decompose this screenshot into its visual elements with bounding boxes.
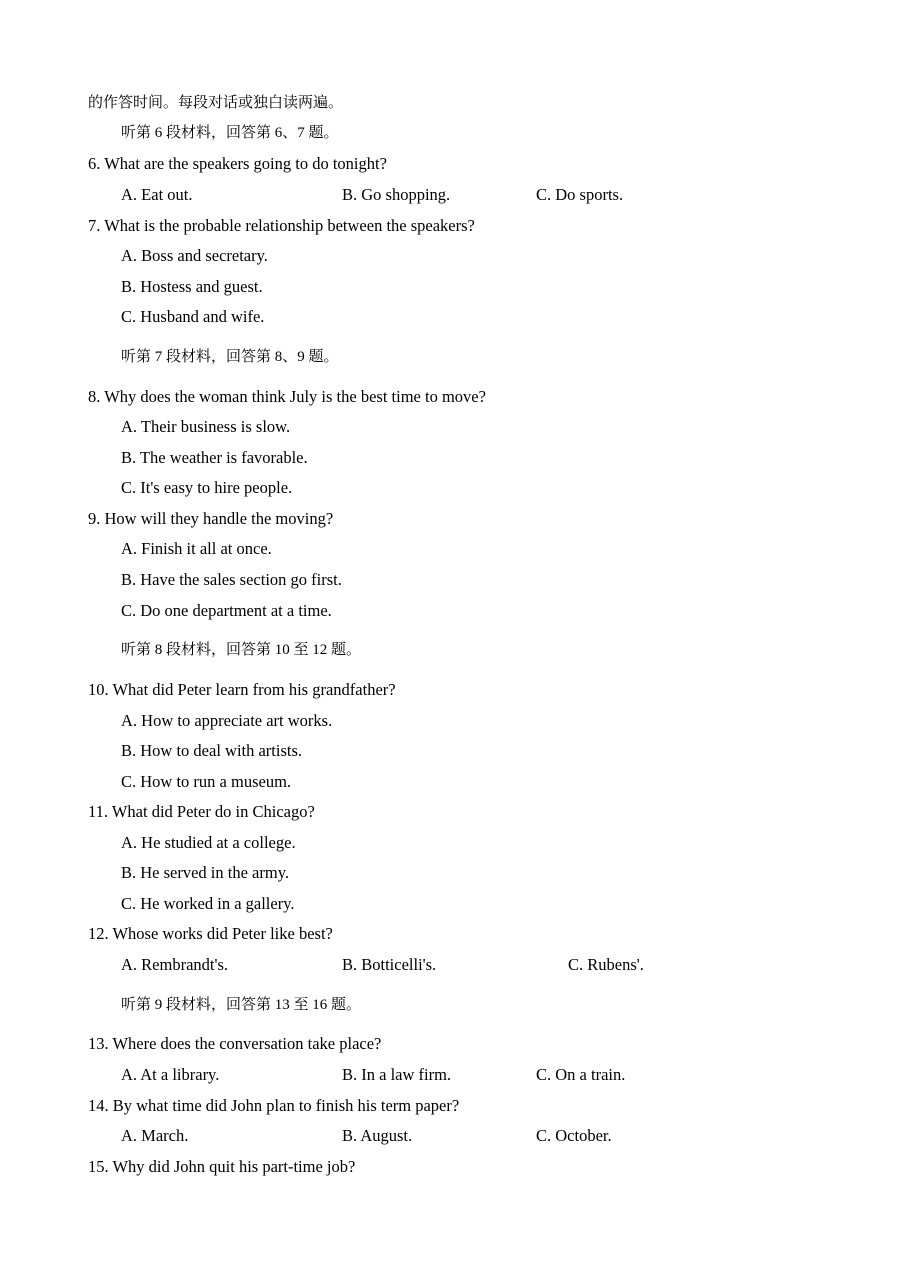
question-13-option-c: C. On a train. (536, 1065, 626, 1084)
section-header-6: 听第 6 段材料，回答第 6、7 题。 (121, 125, 339, 141)
question-6-option-b: B. Go shopping. (342, 185, 451, 204)
question-15-stem: 15. Why did John quit his part-time job? (88, 1157, 356, 1176)
section-header-9: 听第 9 段材料，回答第 13 至 16 题。 (121, 997, 362, 1013)
question-7-option-c: C. Husband and wife. (121, 307, 265, 326)
question-8-option-c: C. It's easy to hire people. (121, 478, 293, 497)
question-14-option-c: C. October. (536, 1126, 612, 1145)
question-10-option-c: C. How to run a museum. (121, 772, 292, 791)
instruction-tail: 的作答时间。每段对话或独白读两遍。 (88, 95, 344, 111)
question-9-option-b: B. Have the sales section go first. (121, 570, 342, 589)
question-9-stem: 9. How will they handle the moving? (88, 509, 334, 528)
question-13-option-b: B. In a law firm. (342, 1065, 452, 1084)
question-10-option-a: A. How to appreciate art works. (121, 711, 333, 730)
question-7-option-b: B. Hostess and guest. (121, 277, 263, 296)
question-7-option-a: A. Boss and secretary. (121, 246, 268, 265)
question-11-stem: 11. What did Peter do in Chicago? (88, 802, 315, 821)
question-13-stem: 13. Where does the conversation take place? (88, 1034, 382, 1053)
question-12-option-b: B. Botticelli's. (342, 955, 437, 974)
question-12-stem: 12. Whose works did Peter like best? (88, 924, 333, 943)
question-8-option-a: A. Their business is slow. (121, 417, 291, 436)
question-11-option-b: B. He served in the army. (121, 863, 290, 882)
question-8-option-b: B. The weather is favorable. (121, 448, 308, 467)
section-header-7: 听第 7 段材料，回答第 8、9 题。 (121, 349, 339, 365)
question-13-option-a: A. At a library. (121, 1065, 220, 1084)
question-8-stem: 8. Why does the woman think July is the best time to move? (88, 387, 486, 406)
question-14-option-a: A. March. (121, 1126, 189, 1145)
question-14-option-b: B. August. (342, 1126, 413, 1145)
question-6-option-a: A. Eat out. (121, 185, 193, 204)
question-6-option-c: C. Do sports. (536, 185, 624, 204)
section-header-8: 听第 8 段材料，回答第 10 至 12 题。 (121, 642, 362, 658)
question-11-option-c: C. He worked in a gallery. (121, 894, 295, 913)
question-10-option-b: B. How to deal with artists. (121, 741, 303, 760)
question-6-stem: 6. What are the speakers going to do tonight? (88, 154, 387, 173)
question-9-option-a: A. Finish it all at once. (121, 539, 272, 558)
question-9-option-c: C. Do one department at a time. (121, 601, 332, 620)
question-7-stem: 7. What is the probable relationship between the speakers? (88, 216, 475, 235)
question-14-stem: 14. By what time did John plan to finish his term paper? (88, 1096, 460, 1115)
question-10-stem: 10. What did Peter learn from his grandfather? (88, 680, 396, 699)
question-12-option-c: C. Rubens'. (568, 955, 644, 974)
question-12-option-a: A. Rembrandt's. (121, 955, 229, 974)
question-11-option-a: A. He studied at a college. (121, 833, 296, 852)
